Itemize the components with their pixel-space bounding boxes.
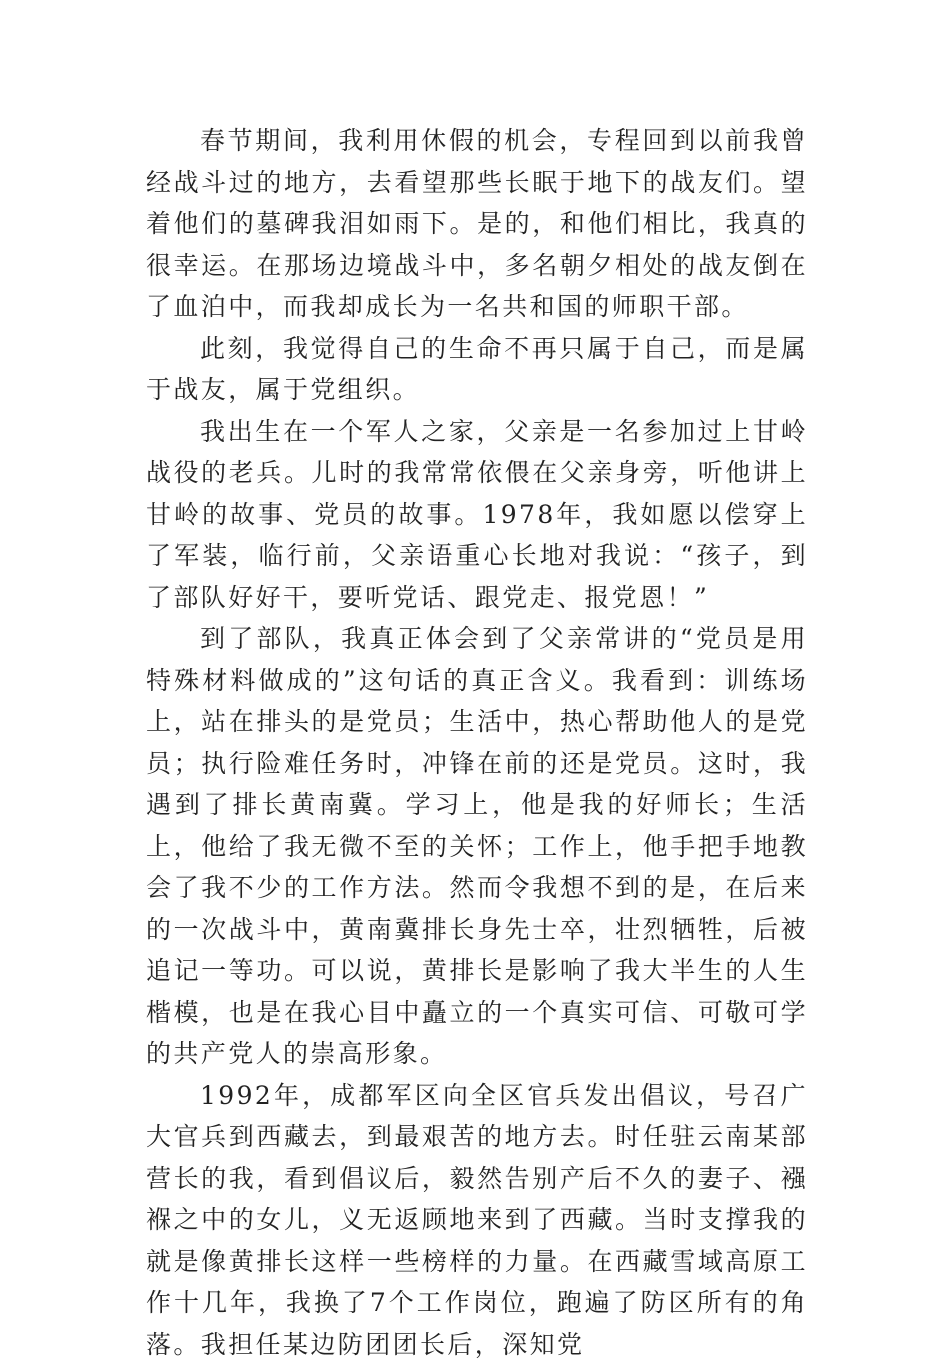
paragraph-2: 此刻，我觉得自己的生命不再只属于自己，而是属于战友，属于党组织。 [146,328,808,411]
paragraph-3: 我出生在一个军人之家，父亲是一名参加过上甘岭战役的老兵。儿时的我常常依偎在父亲身旁，听他讲上甘岭的故事、党员的故事。1978年，我如愿以偿穿上了军装，临行前，父亲语重心长地对我说：“孩子，到了部队好好干，要听党话、跟党走、报党恩！” [146,411,808,619]
paragraph-5: 1992年，成都军区向全区官兵发出倡议，号召广大官兵到西藏去，到最艰苦的地方去。时任驻云南某部营长的我，看到倡议后，毅然告别产后不久的妻子、襁褓之中的女儿，义无返顾地来到了西藏。当时支撑我的就是像黄排长这样一些榜样的力量。在西藏雪域高原工作十几年，我换了7个工作岗位，跑遍了防区所有的角落。我担任某边防团团长后，深知党 [146,1075,808,1365]
document-body [146,120,808,1365]
paragraph-1: 春节期间，我利用休假的机会，专程回到以前我曾经战斗过的地方，去看望那些长眠于地下的战友们。望着他们的墓碑我泪如雨下。是的，和他们相比，我真的很幸运。在那场边境战斗中，多名朝夕相处的战友倒在了血泊中，而我却成长为一名共和国的师职干部。 [146,120,808,328]
paragraph-4: 到了部队，我真正体会到了父亲常讲的“党员是用特殊材料做成的”这句话的真正含义。我看到：训练场上，站在排头的是党员；生活中，热心帮助他人的是党员；执行险难任务时，冲锋在前的还是党员。这时，我遇到了排长黄南冀。学习上，他是我的好师长；生活上，他给了我无微不至的关怀；工作上，他手把手地教会了我不少的工作方法。然而令我想不到的是，在后来的一次战斗中，黄南冀排长身先士卒，壮烈牺牲，后被追记一等功。可以说，黄排长是影响了我大半生的人生楷模，也是在我心目中矗立的一个真实可信、可敬可学的共产党人的崇高形象。 [146,618,808,1075]
